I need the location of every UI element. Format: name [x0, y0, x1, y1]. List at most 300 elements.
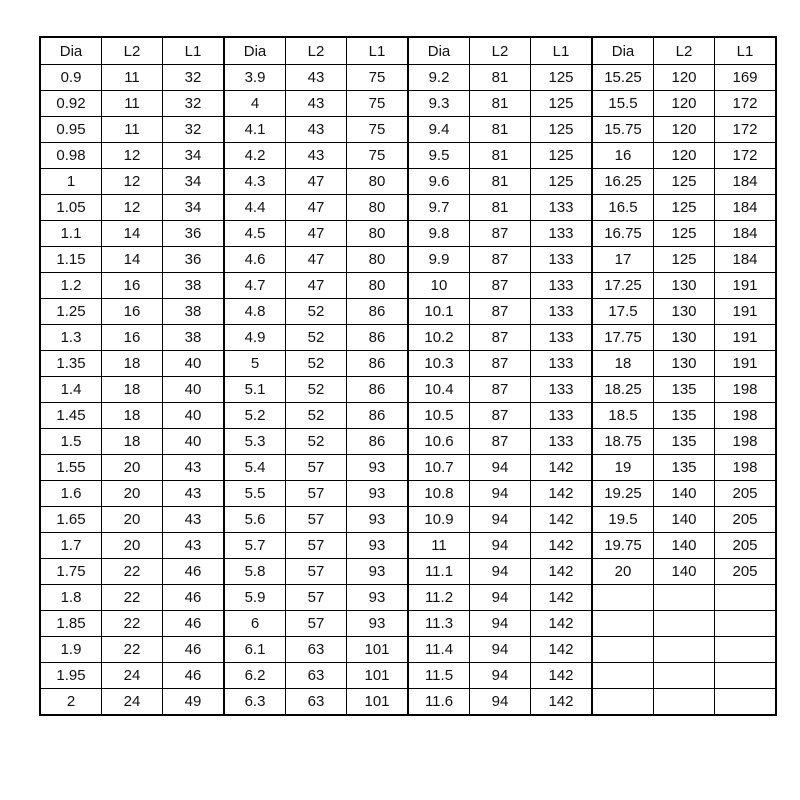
cell-dia: 3.9 [224, 65, 286, 91]
cell-l1: 198 [715, 403, 777, 429]
cell-l1: 46 [163, 663, 225, 689]
table-row [40, 507, 776, 533]
cell-dia: 5.3 [224, 429, 286, 455]
cell-l1: 38 [163, 273, 225, 299]
cell-l2: 11 [102, 65, 163, 91]
cell-l2: 52 [286, 299, 347, 325]
cell-l2: 20 [102, 455, 163, 481]
table-body [40, 65, 776, 716]
cell-l1: 142 [531, 611, 593, 637]
cell-l2: 12 [102, 169, 163, 195]
cell-dia: 5.5 [224, 481, 286, 507]
cell-dia: 1.8 [40, 585, 102, 611]
cell-dia: 11.4 [408, 637, 470, 663]
cell-l1: 133 [531, 403, 593, 429]
cell-dia: 10.1 [408, 299, 470, 325]
cell-l1: 191 [715, 299, 777, 325]
cell-l2: 18 [102, 403, 163, 429]
cell-dia: 1.5 [40, 429, 102, 455]
cell-l2: 81 [470, 143, 531, 169]
cell-l2: 94 [470, 559, 531, 585]
table-row [40, 299, 776, 325]
table-row [40, 663, 776, 689]
cell-l2: 87 [470, 377, 531, 403]
cell-l2: 20 [102, 533, 163, 559]
cell-l2: 43 [286, 117, 347, 143]
cell-l2: 43 [286, 91, 347, 117]
cell-l1: 32 [163, 91, 225, 117]
cell-dia: 19.25 [592, 481, 654, 507]
header-l2-group-2: L2 [286, 37, 347, 65]
cell-l1 [715, 663, 777, 689]
cell-l2: 87 [470, 351, 531, 377]
table-row [40, 689, 776, 716]
table-row [40, 247, 776, 273]
cell-l2: 22 [102, 611, 163, 637]
cell-l1: 43 [163, 507, 225, 533]
cell-dia: 6.2 [224, 663, 286, 689]
cell-l2: 14 [102, 221, 163, 247]
cell-l2: 24 [102, 689, 163, 716]
cell-l1: 198 [715, 429, 777, 455]
cell-dia: 0.95 [40, 117, 102, 143]
cell-dia: 4 [224, 91, 286, 117]
table-row [40, 117, 776, 143]
cell-l1: 75 [347, 65, 409, 91]
cell-dia: 10.6 [408, 429, 470, 455]
cell-dia: 1.35 [40, 351, 102, 377]
cell-l2: 63 [286, 689, 347, 716]
table-row [40, 273, 776, 299]
cell-l2: 94 [470, 663, 531, 689]
cell-l2: 18 [102, 351, 163, 377]
cell-l1: 32 [163, 65, 225, 91]
cell-l1: 40 [163, 403, 225, 429]
table-row [40, 195, 776, 221]
cell-l2: 81 [470, 65, 531, 91]
cell-dia: 5.2 [224, 403, 286, 429]
cell-l2: 120 [654, 117, 715, 143]
cell-l2: 81 [470, 117, 531, 143]
cell-l2: 125 [654, 195, 715, 221]
cell-dia: 19 [592, 455, 654, 481]
cell-l1: 172 [715, 91, 777, 117]
cell-l2: 18 [102, 377, 163, 403]
cell-dia: 1.65 [40, 507, 102, 533]
header-dia-group-3: Dia [408, 37, 470, 65]
header-l1-group-2: L1 [347, 37, 409, 65]
header-l2-group-1: L2 [102, 37, 163, 65]
cell-l2: 43 [286, 65, 347, 91]
cell-l1 [715, 585, 777, 611]
cell-l2: 47 [286, 221, 347, 247]
cell-dia: 9.6 [408, 169, 470, 195]
cell-dia: 15.25 [592, 65, 654, 91]
cell-dia: 20 [592, 559, 654, 585]
cell-l1: 198 [715, 377, 777, 403]
cell-dia: 9.2 [408, 65, 470, 91]
cell-l1: 142 [531, 533, 593, 559]
cell-l2: 125 [654, 247, 715, 273]
cell-l1: 172 [715, 117, 777, 143]
cell-l1: 93 [347, 455, 409, 481]
cell-l2: 14 [102, 247, 163, 273]
cell-l1: 40 [163, 377, 225, 403]
cell-l1: 125 [531, 143, 593, 169]
cell-l2: 57 [286, 559, 347, 585]
cell-dia: 6.1 [224, 637, 286, 663]
cell-l2: 81 [470, 169, 531, 195]
cell-l1: 142 [531, 481, 593, 507]
cell-l2: 57 [286, 481, 347, 507]
cell-l2: 94 [470, 533, 531, 559]
cell-dia: 10 [408, 273, 470, 299]
cell-l2: 94 [470, 689, 531, 716]
cell-dia: 18 [592, 351, 654, 377]
cell-l1: 93 [347, 481, 409, 507]
cell-l2 [654, 663, 715, 689]
cell-l1: 184 [715, 169, 777, 195]
cell-l2: 57 [286, 507, 347, 533]
cell-dia: 1.15 [40, 247, 102, 273]
cell-l2: 16 [102, 299, 163, 325]
cell-dia: 1.05 [40, 195, 102, 221]
cell-dia: 9.4 [408, 117, 470, 143]
table-row [40, 559, 776, 585]
cell-l2: 87 [470, 429, 531, 455]
cell-dia: 1.2 [40, 273, 102, 299]
cell-l1: 101 [347, 689, 409, 716]
cell-l1: 205 [715, 559, 777, 585]
cell-l1: 75 [347, 117, 409, 143]
table-row [40, 533, 776, 559]
cell-l2: 87 [470, 325, 531, 351]
cell-l2: 94 [470, 481, 531, 507]
cell-l1: 133 [531, 429, 593, 455]
cell-l1: 133 [531, 299, 593, 325]
cell-l1: 205 [715, 533, 777, 559]
cell-l2: 11 [102, 91, 163, 117]
cell-dia: 11 [408, 533, 470, 559]
cell-dia: 18.75 [592, 429, 654, 455]
cell-l1: 34 [163, 195, 225, 221]
cell-l2: 130 [654, 325, 715, 351]
cell-l2: 130 [654, 299, 715, 325]
cell-l2: 87 [470, 247, 531, 273]
cell-l1: 43 [163, 533, 225, 559]
cell-l1: 133 [531, 247, 593, 273]
cell-l2: 22 [102, 559, 163, 585]
header-l1-group-1: L1 [163, 37, 225, 65]
cell-l2: 57 [286, 455, 347, 481]
cell-l2: 120 [654, 91, 715, 117]
cell-l2: 140 [654, 559, 715, 585]
cell-l1: 86 [347, 299, 409, 325]
cell-dia: 1.3 [40, 325, 102, 351]
cell-dia: 10.4 [408, 377, 470, 403]
cell-l1: 36 [163, 247, 225, 273]
cell-l1: 36 [163, 221, 225, 247]
cell-l2: 120 [654, 65, 715, 91]
cell-l1: 125 [531, 169, 593, 195]
cell-dia: 10.3 [408, 351, 470, 377]
cell-dia: 10.2 [408, 325, 470, 351]
cell-dia: 1.1 [40, 221, 102, 247]
cell-dia: 9.7 [408, 195, 470, 221]
cell-l1: 133 [531, 273, 593, 299]
cell-l1: 49 [163, 689, 225, 716]
cell-dia: 4.4 [224, 195, 286, 221]
cell-l1: 133 [531, 195, 593, 221]
cell-l2: 20 [102, 507, 163, 533]
cell-dia: 1.6 [40, 481, 102, 507]
header-l2-group-4: L2 [654, 37, 715, 65]
cell-l1: 191 [715, 273, 777, 299]
cell-dia: 6 [224, 611, 286, 637]
dimension-table [39, 36, 777, 716]
cell-dia: 16 [592, 143, 654, 169]
cell-l1: 133 [531, 325, 593, 351]
cell-dia [592, 689, 654, 716]
cell-l1: 142 [531, 637, 593, 663]
cell-l1: 169 [715, 65, 777, 91]
cell-l2: 87 [470, 221, 531, 247]
cell-l2: 52 [286, 325, 347, 351]
cell-dia: 18.25 [592, 377, 654, 403]
cell-l1: 46 [163, 559, 225, 585]
cell-dia: 4.1 [224, 117, 286, 143]
cell-l2: 63 [286, 663, 347, 689]
cell-l2: 135 [654, 403, 715, 429]
cell-dia: 11.6 [408, 689, 470, 716]
cell-dia: 1.85 [40, 611, 102, 637]
cell-dia: 19.75 [592, 533, 654, 559]
cell-dia: 5.9 [224, 585, 286, 611]
cell-dia: 1.55 [40, 455, 102, 481]
cell-l2: 94 [470, 611, 531, 637]
cell-dia: 10.7 [408, 455, 470, 481]
cell-dia [592, 637, 654, 663]
cell-dia: 17.25 [592, 273, 654, 299]
cell-dia: 4.5 [224, 221, 286, 247]
cell-l1 [715, 689, 777, 716]
cell-l2: 12 [102, 195, 163, 221]
cell-l1: 133 [531, 351, 593, 377]
cell-dia: 11.5 [408, 663, 470, 689]
cell-l2: 125 [654, 221, 715, 247]
table-row [40, 429, 776, 455]
cell-dia: 4.2 [224, 143, 286, 169]
table-row [40, 611, 776, 637]
cell-l2: 52 [286, 377, 347, 403]
cell-dia: 1 [40, 169, 102, 195]
cell-l2 [654, 689, 715, 716]
cell-dia: 1.25 [40, 299, 102, 325]
cell-l2: 12 [102, 143, 163, 169]
cell-l2 [654, 637, 715, 663]
cell-dia: 5.1 [224, 377, 286, 403]
cell-dia: 0.9 [40, 65, 102, 91]
table-row [40, 377, 776, 403]
cell-l1: 80 [347, 221, 409, 247]
cell-dia: 0.98 [40, 143, 102, 169]
cell-dia: 1.45 [40, 403, 102, 429]
cell-l2: 140 [654, 533, 715, 559]
cell-dia: 1.7 [40, 533, 102, 559]
cell-l2: 130 [654, 351, 715, 377]
cell-l1: 93 [347, 559, 409, 585]
cell-l2: 94 [470, 585, 531, 611]
cell-dia: 17.75 [592, 325, 654, 351]
table-row [40, 455, 776, 481]
table-row [40, 403, 776, 429]
table-row [40, 65, 776, 91]
cell-l1: 142 [531, 689, 593, 716]
cell-l2: 57 [286, 533, 347, 559]
cell-l2: 94 [470, 507, 531, 533]
cell-l1: 184 [715, 221, 777, 247]
cell-dia: 5.7 [224, 533, 286, 559]
cell-dia: 11.3 [408, 611, 470, 637]
cell-l1: 184 [715, 247, 777, 273]
table-row [40, 143, 776, 169]
cell-l1: 133 [531, 221, 593, 247]
cell-dia: 4.9 [224, 325, 286, 351]
cell-l1: 46 [163, 637, 225, 663]
header-row [40, 37, 776, 65]
cell-l1: 86 [347, 325, 409, 351]
cell-l1: 125 [531, 65, 593, 91]
cell-dia: 5 [224, 351, 286, 377]
cell-l2: 11 [102, 117, 163, 143]
cell-l2: 24 [102, 663, 163, 689]
cell-l1: 93 [347, 507, 409, 533]
cell-dia: 16.75 [592, 221, 654, 247]
cell-dia: 5.8 [224, 559, 286, 585]
cell-l1: 34 [163, 143, 225, 169]
cell-dia: 1.4 [40, 377, 102, 403]
cell-l2: 57 [286, 585, 347, 611]
cell-l2: 20 [102, 481, 163, 507]
cell-l1: 142 [531, 455, 593, 481]
cell-l1: 191 [715, 325, 777, 351]
cell-dia: 1.95 [40, 663, 102, 689]
cell-dia: 17 [592, 247, 654, 273]
cell-dia: 9.3 [408, 91, 470, 117]
cell-dia: 16.25 [592, 169, 654, 195]
cell-l2 [654, 611, 715, 637]
cell-dia: 11.2 [408, 585, 470, 611]
cell-l2: 63 [286, 637, 347, 663]
cell-l2: 125 [654, 169, 715, 195]
cell-l2: 130 [654, 273, 715, 299]
cell-l2: 135 [654, 455, 715, 481]
cell-l1: 101 [347, 637, 409, 663]
cell-dia: 4.8 [224, 299, 286, 325]
cell-dia: 0.92 [40, 91, 102, 117]
cell-dia: 6.3 [224, 689, 286, 716]
cell-l1: 205 [715, 507, 777, 533]
header-dia-group-1: Dia [40, 37, 102, 65]
cell-l1: 38 [163, 325, 225, 351]
table-row [40, 481, 776, 507]
cell-l1: 86 [347, 429, 409, 455]
cell-l1: 93 [347, 533, 409, 559]
header-dia-group-2: Dia [224, 37, 286, 65]
cell-dia: 4.7 [224, 273, 286, 299]
cell-l1: 43 [163, 481, 225, 507]
cell-l2: 81 [470, 91, 531, 117]
cell-l1: 80 [347, 195, 409, 221]
cell-l2 [654, 585, 715, 611]
cell-l2: 94 [470, 637, 531, 663]
cell-l1: 198 [715, 455, 777, 481]
cell-l2: 52 [286, 351, 347, 377]
cell-l1: 34 [163, 169, 225, 195]
cell-l2: 81 [470, 195, 531, 221]
cell-l1: 125 [531, 91, 593, 117]
table-row [40, 351, 776, 377]
table-row [40, 91, 776, 117]
cell-l1: 86 [347, 377, 409, 403]
cell-l2: 135 [654, 429, 715, 455]
cell-l2: 16 [102, 325, 163, 351]
cell-dia: 17.5 [592, 299, 654, 325]
cell-l1 [715, 611, 777, 637]
cell-l2: 47 [286, 169, 347, 195]
cell-l1: 205 [715, 481, 777, 507]
cell-l2: 22 [102, 637, 163, 663]
cell-l2: 87 [470, 403, 531, 429]
table-row [40, 221, 776, 247]
cell-l1: 184 [715, 195, 777, 221]
cell-l1: 80 [347, 169, 409, 195]
cell-l2: 18 [102, 429, 163, 455]
cell-l1: 46 [163, 611, 225, 637]
cell-dia: 16.5 [592, 195, 654, 221]
table-row [40, 637, 776, 663]
cell-l2: 47 [286, 247, 347, 273]
header-dia-group-4: Dia [592, 37, 654, 65]
cell-l1: 40 [163, 429, 225, 455]
cell-l1: 80 [347, 273, 409, 299]
cell-l1: 142 [531, 559, 593, 585]
cell-dia: 9.5 [408, 143, 470, 169]
cell-dia: 18.5 [592, 403, 654, 429]
cell-l2: 57 [286, 611, 347, 637]
cell-l1: 80 [347, 247, 409, 273]
table-row [40, 325, 776, 351]
cell-l2: 94 [470, 455, 531, 481]
cell-l2: 87 [470, 299, 531, 325]
cell-l2: 47 [286, 195, 347, 221]
cell-l2: 16 [102, 273, 163, 299]
cell-l2: 140 [654, 507, 715, 533]
cell-dia: 4.6 [224, 247, 286, 273]
cell-dia: 9.8 [408, 221, 470, 247]
cell-l2: 135 [654, 377, 715, 403]
cell-l1: 172 [715, 143, 777, 169]
table-row [40, 169, 776, 195]
cell-l2: 22 [102, 585, 163, 611]
cell-dia: 1.75 [40, 559, 102, 585]
cell-l1: 93 [347, 611, 409, 637]
cell-l1: 40 [163, 351, 225, 377]
cell-l1: 43 [163, 455, 225, 481]
cell-l2: 87 [470, 273, 531, 299]
cell-l1: 86 [347, 351, 409, 377]
cell-l2: 47 [286, 273, 347, 299]
